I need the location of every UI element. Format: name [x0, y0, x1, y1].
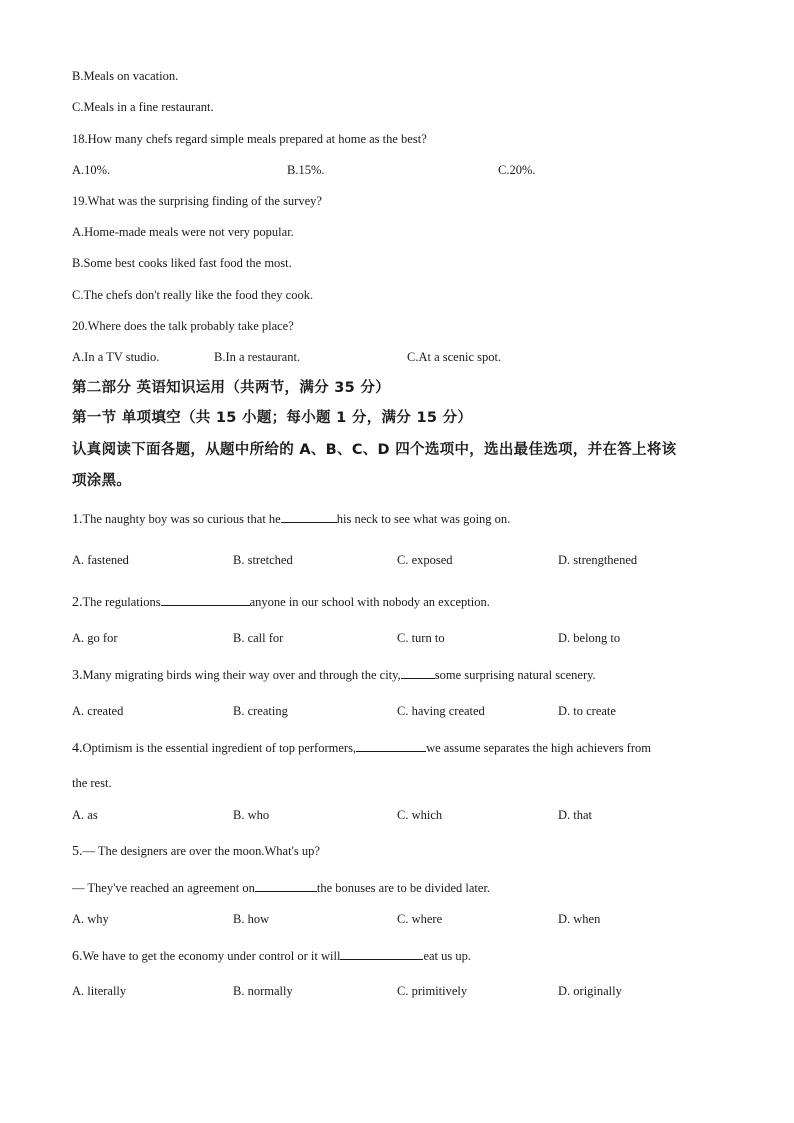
instruction-line2: 项涂黑。 — [72, 473, 132, 489]
instruction-line1: 认真阅读下面各题，从题中所给的 A、B、C、D 四个选项中，选出最佳选项，并在答上将该 — [72, 442, 677, 458]
q3-option-a: A. created — [72, 704, 124, 718]
q4-stem-continuation: the rest. — [72, 776, 112, 790]
q1-option-a: A. fastened — [72, 553, 129, 567]
q5-option-c: C. where — [397, 912, 443, 926]
q3-option-c: C. having created — [397, 704, 485, 718]
q6-option-b: B. normally — [233, 984, 293, 998]
q2-option-b: B. call for — [233, 631, 284, 645]
part2-heading: 第二部分 英语知识运用（共两节，满分 35 分） — [72, 380, 391, 396]
q1-blank — [281, 510, 337, 523]
q2-stem: 2.The regulations anyone in our school with nobody an exception. — [72, 595, 490, 610]
q2-option-a: A. go for — [72, 631, 118, 645]
q3-option-d: D. to create — [558, 704, 616, 718]
q5-line1: 5.— The designers are over the moon.What's up? — [72, 844, 320, 859]
q1-option-c: C. exposed — [397, 553, 453, 567]
q6-option-a: A. literally — [72, 984, 127, 998]
q4-blank — [356, 739, 426, 752]
q20-option-a: A.In a TV studio. — [72, 350, 160, 364]
q4-option-d: D. that — [558, 808, 593, 822]
q17-option-b: B.Meals on vacation. — [72, 69, 179, 83]
q19-option-c: C.The chefs don't really like the food they cook. — [72, 288, 314, 302]
q2-option-d: D. belong to — [558, 631, 621, 645]
q2-option-c: C. turn to — [397, 631, 445, 645]
q5-blank — [255, 879, 317, 892]
q3-stem: 3.Many migrating birds wing their way over and through the city, some surprising natural scenery. — [72, 668, 596, 683]
q4-stem: 4.Optimism is the essential ingredient of top performers, we assume separates the high achievers from — [72, 741, 651, 756]
q18-question: 18.How many chefs regard simple meals prepared at home as the best? — [72, 132, 427, 146]
q18-option-a: A.10%. — [72, 163, 111, 177]
q19-option-b: B.Some best cooks liked fast food the most. — [72, 256, 292, 270]
q17-option-c: C.Meals in a fine restaurant. — [72, 100, 214, 114]
q6-option-c: C. primitively — [397, 984, 468, 998]
q20-option-c: C.At a scenic spot. — [407, 350, 502, 364]
q1-stem: 1.The naughty boy was so curious that he his neck to see what was going on. — [72, 512, 511, 527]
q5-line2: — They've reached an agreement on the bonuses are to be divided later. — [72, 881, 491, 895]
q1-option-b: B. stretched — [233, 553, 293, 567]
q4-option-c: C. which — [397, 808, 443, 822]
q6-blank — [340, 947, 423, 960]
q1-option-d: D. strengthened — [558, 553, 638, 567]
q5-option-b: B. how — [233, 912, 270, 926]
q18-option-b: B.15%. — [287, 163, 325, 177]
q18-option-c: C.20%. — [498, 163, 536, 177]
q19-question: 19.What was the surprising finding of the survey? — [72, 194, 322, 208]
q4-option-b: B. who — [233, 808, 270, 822]
q4-option-a: A. as — [72, 808, 98, 822]
q20-option-b: B.In a restaurant. — [214, 350, 301, 364]
q5-option-d: D. when — [558, 912, 601, 926]
q5-option-a: A. why — [72, 912, 109, 926]
q3-option-b: B. creating — [233, 704, 288, 718]
section1-heading: 第一节 单项填空（共 15 小题；每小题 1 分，满分 15 分） — [72, 410, 473, 426]
q19-option-a: A.Home-made meals were not very popular. — [72, 225, 294, 239]
q6-stem: 6.We have to get the economy under control or it will eat us up. — [72, 949, 472, 964]
q2-blank — [161, 593, 250, 606]
q3-blank — [401, 666, 435, 679]
q6-option-d: D. originally — [558, 984, 622, 998]
q20-question: 20.Where does the talk probably take place? — [72, 319, 294, 333]
